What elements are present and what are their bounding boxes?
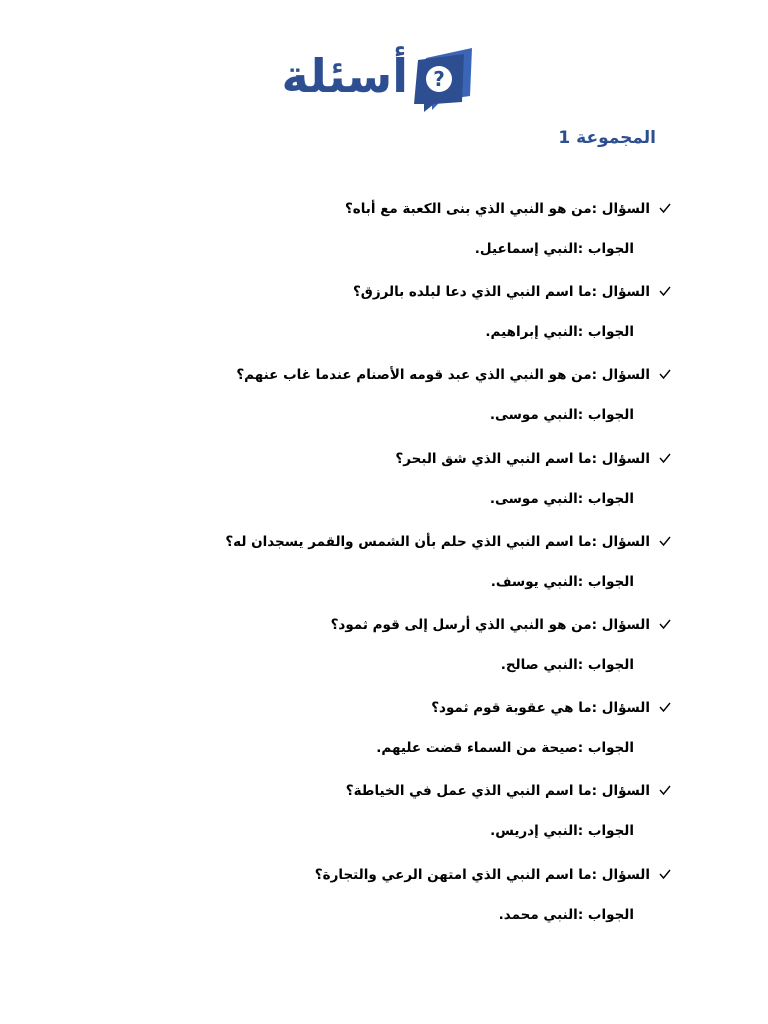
question-bubble-icon xyxy=(412,44,476,114)
question-text: السؤال :ما اسم النبي الذي حلم بأن الشمس والقمر يسجدان له؟ xyxy=(225,533,650,550)
answer-text: الجواب :النبي إدريس. xyxy=(490,823,634,840)
check-arrow-icon xyxy=(658,700,672,714)
qa-item xyxy=(90,864,650,948)
qa-item xyxy=(90,780,650,864)
question-text: السؤال :من هو النبي الذي بنى الكعبة مع أباه؟ xyxy=(344,201,650,217)
answer-text: الجواب :صيحة من السماء قضت عليهم. xyxy=(376,740,634,757)
questions-logo xyxy=(280,44,480,114)
logo-text: أسئلة xyxy=(281,49,408,103)
answer-text: الجواب :النبي محمد. xyxy=(498,906,634,923)
answer-text: الجواب :النبي إبراهيم. xyxy=(485,324,634,341)
question-text: السؤال :ما هي عقوبة قوم ثمود؟ xyxy=(431,700,650,717)
qa-item xyxy=(90,614,650,698)
group-title: المجموعة 1 xyxy=(558,128,656,148)
question-text: السؤال :ما اسم النبي الذي امتهن الرعي والتجارة؟ xyxy=(314,866,650,883)
question-text: السؤال :ما اسم النبي الذي شق البحر؟ xyxy=(395,450,650,467)
answer-text: الجواب :النبي صالح. xyxy=(500,657,634,673)
check-arrow-icon xyxy=(658,534,672,548)
qa-item xyxy=(90,364,650,448)
check-arrow-icon xyxy=(658,284,672,298)
qa-item xyxy=(90,697,650,781)
qa-item xyxy=(90,531,650,615)
qa-item xyxy=(90,448,650,532)
logo-mark-glyph: ? xyxy=(433,67,445,91)
answer-text: الجواب :النبي يوسف. xyxy=(490,573,634,590)
check-arrow-icon xyxy=(658,201,672,215)
check-arrow-icon xyxy=(658,367,672,381)
question-text: السؤال :ما اسم النبي الذي عمل في الخياطة؟ xyxy=(345,783,650,800)
answer-text: الجواب :النبي إسماعيل. xyxy=(474,241,634,257)
check-arrow-icon xyxy=(658,617,672,631)
check-arrow-icon xyxy=(658,783,672,797)
qa-item xyxy=(90,198,650,282)
answer-text: الجواب :النبي موسى. xyxy=(489,490,634,507)
question-text: السؤال :من هو النبي الذي أرسل إلى قوم ثمود؟ xyxy=(330,617,650,633)
qa-item xyxy=(90,281,650,365)
question-text: السؤال :ما اسم النبي الذي دعا لبلده بالرزق؟ xyxy=(352,284,650,301)
answer-text: الجواب :النبي موسى. xyxy=(489,407,634,424)
check-arrow-icon xyxy=(658,867,672,881)
question-text: السؤال :من هو النبي الذي عبد قومه الأصنام عندما غاب عنهم؟ xyxy=(236,367,650,384)
check-arrow-icon xyxy=(658,451,672,465)
